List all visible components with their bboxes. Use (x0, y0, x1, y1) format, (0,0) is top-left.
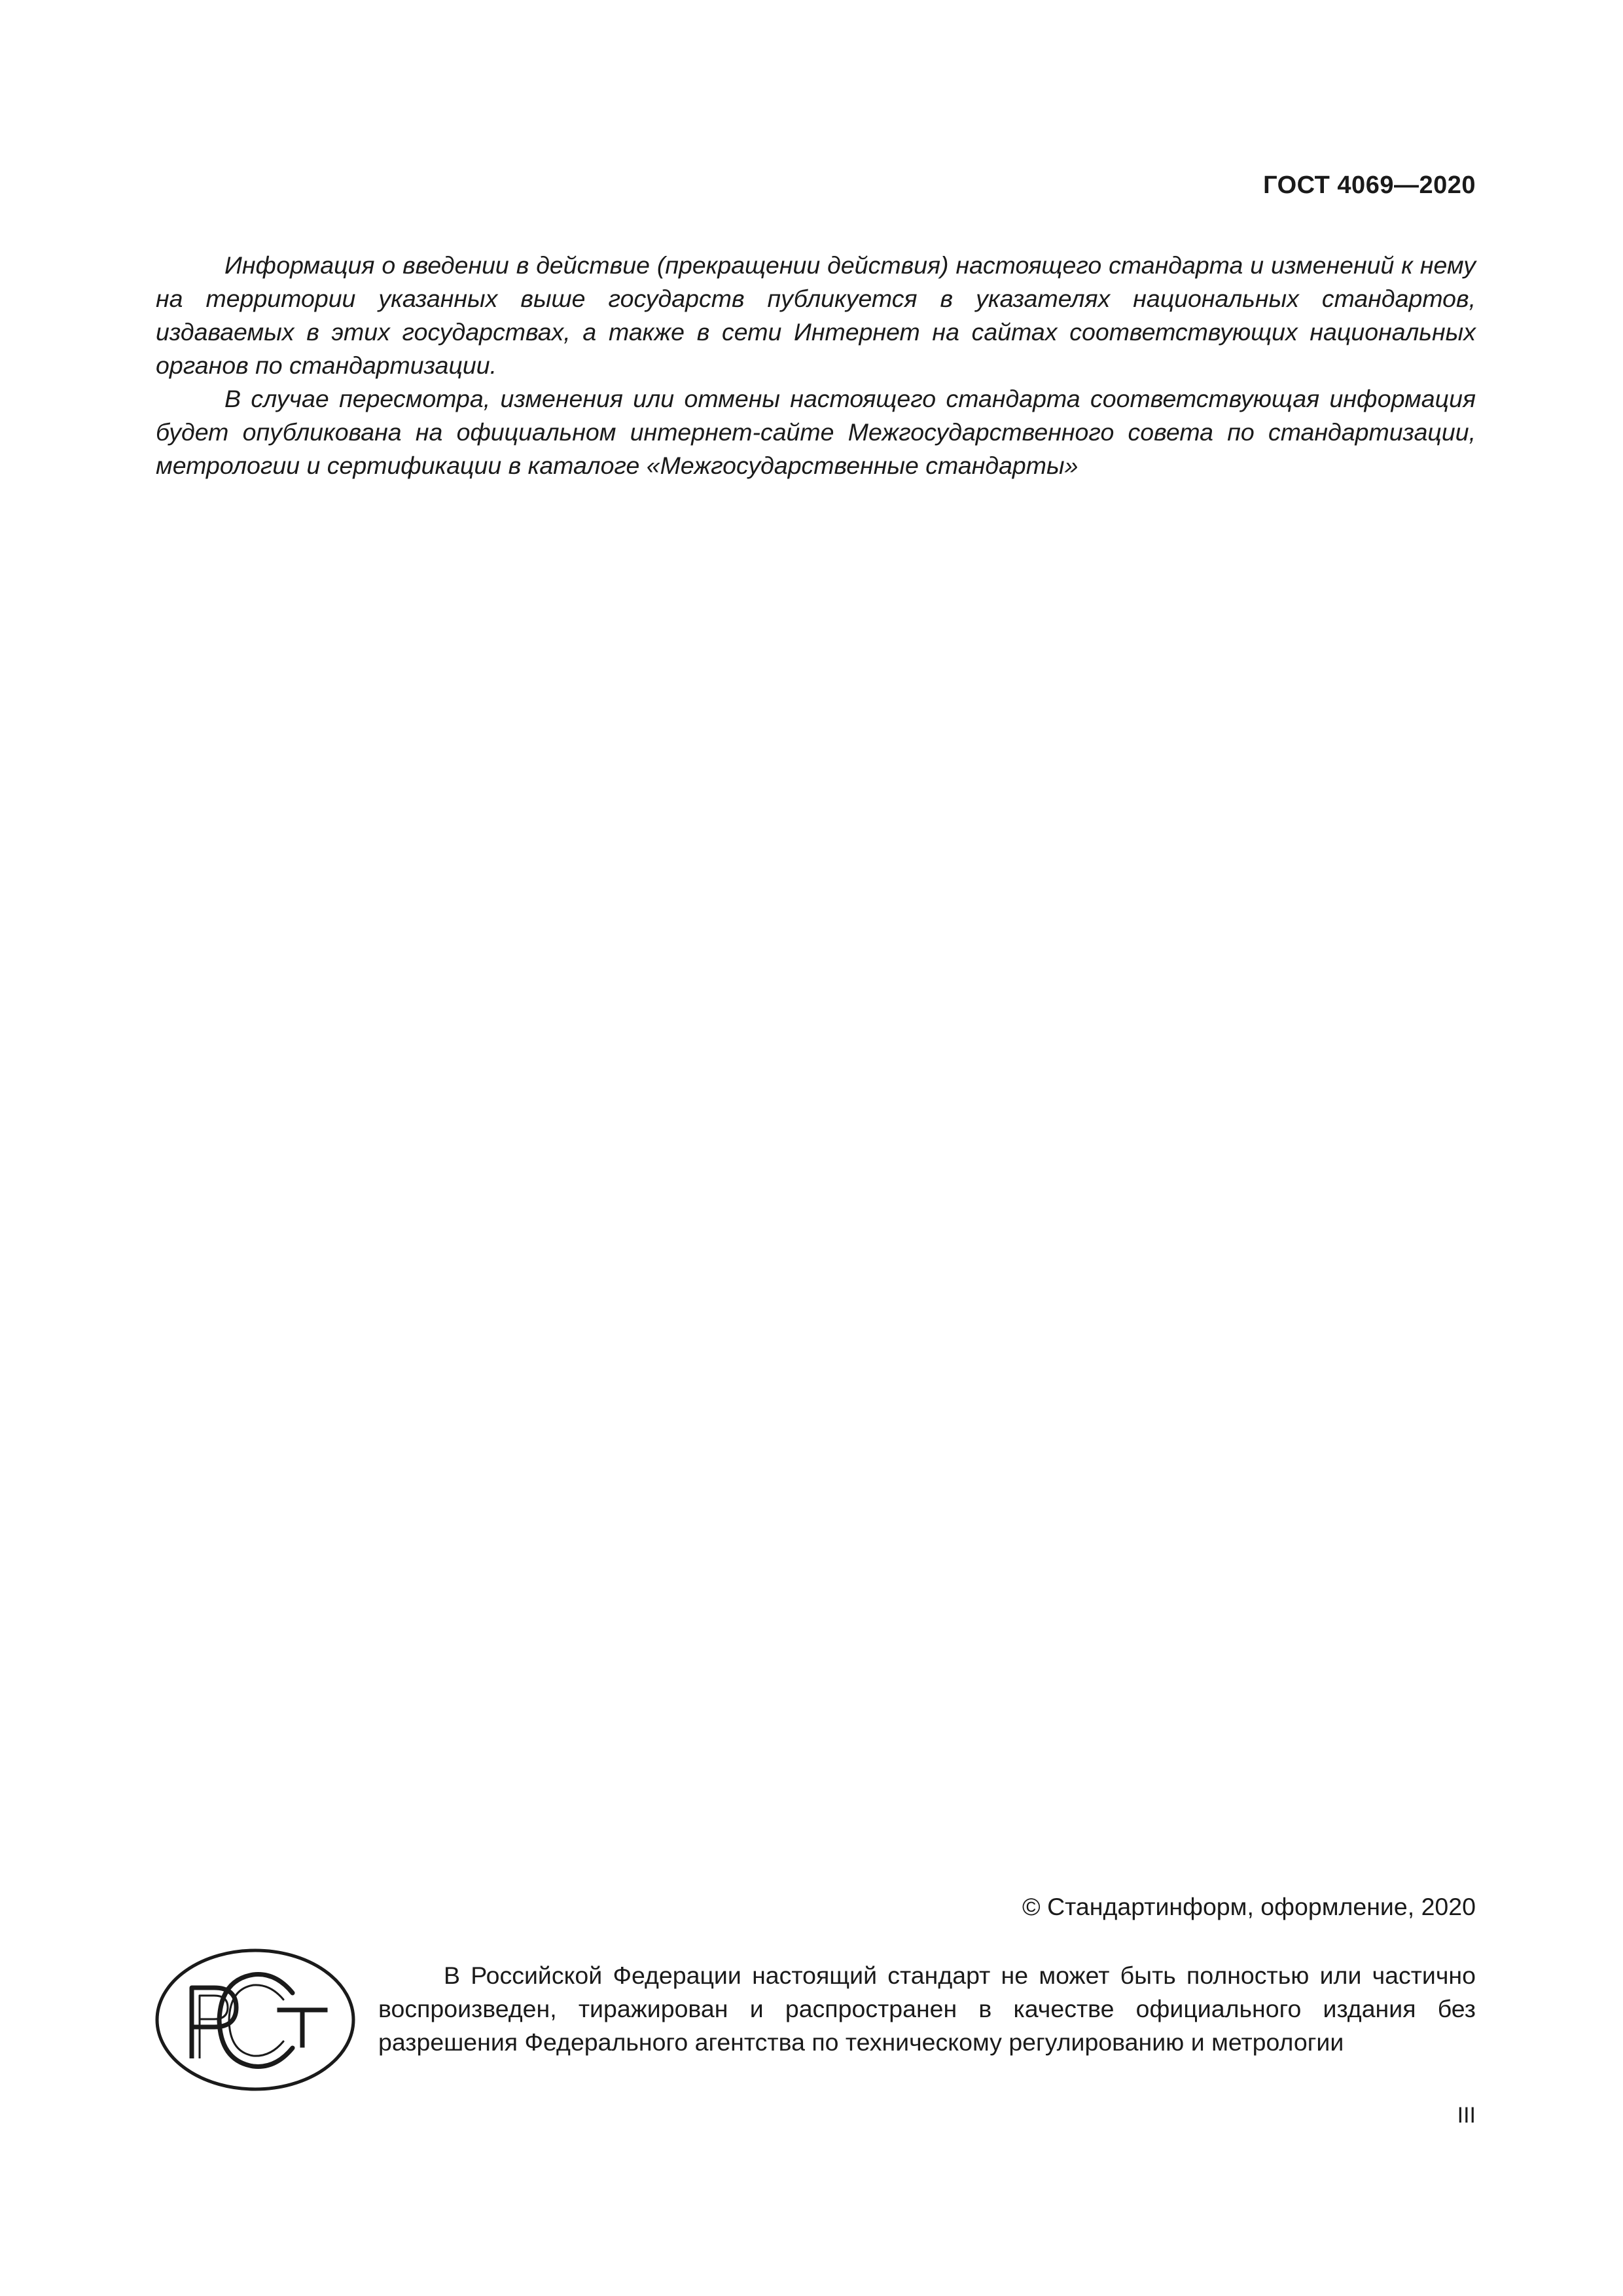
intro-paragraph: В случае пересмотра, изменения или отмены настоящего стандарта соответствующая информация будет опубликована на официальном интернет-сайте Межгосударственного совета по стандартизации, метрологии и сертификации в каталоге «Межгосударственные стандарты» (156, 385, 1476, 479)
rst-mark-logo-icon (154, 1947, 357, 2092)
intro-paragraph: Информация о введении в действие (прекращении действия) настоящего стандарта и изменений к нему на территории указанных выше государств публикуется в указателях национальных стандартов, издаваемых в этих государствах, а также в сети Интернет на сайтах соответствующих национальных органов по стандартизации. (156, 251, 1476, 379)
copyright-line: © Стандартинформ, оформление, 2020 (1022, 1893, 1476, 1920)
page-number: III (1457, 2103, 1476, 2128)
intro-text-block (156, 249, 1476, 482)
document-code-header: ГОСТ 4069—2020 (1263, 171, 1476, 199)
reproduction-notice: В Российской Федерации настоящий стандарт не может быть полностью или частично воспроизведен, тиражирован и распространен в качестве официального издания без разрешения Федерального агентства по техническому регулированию и метрологии (378, 1962, 1476, 2056)
